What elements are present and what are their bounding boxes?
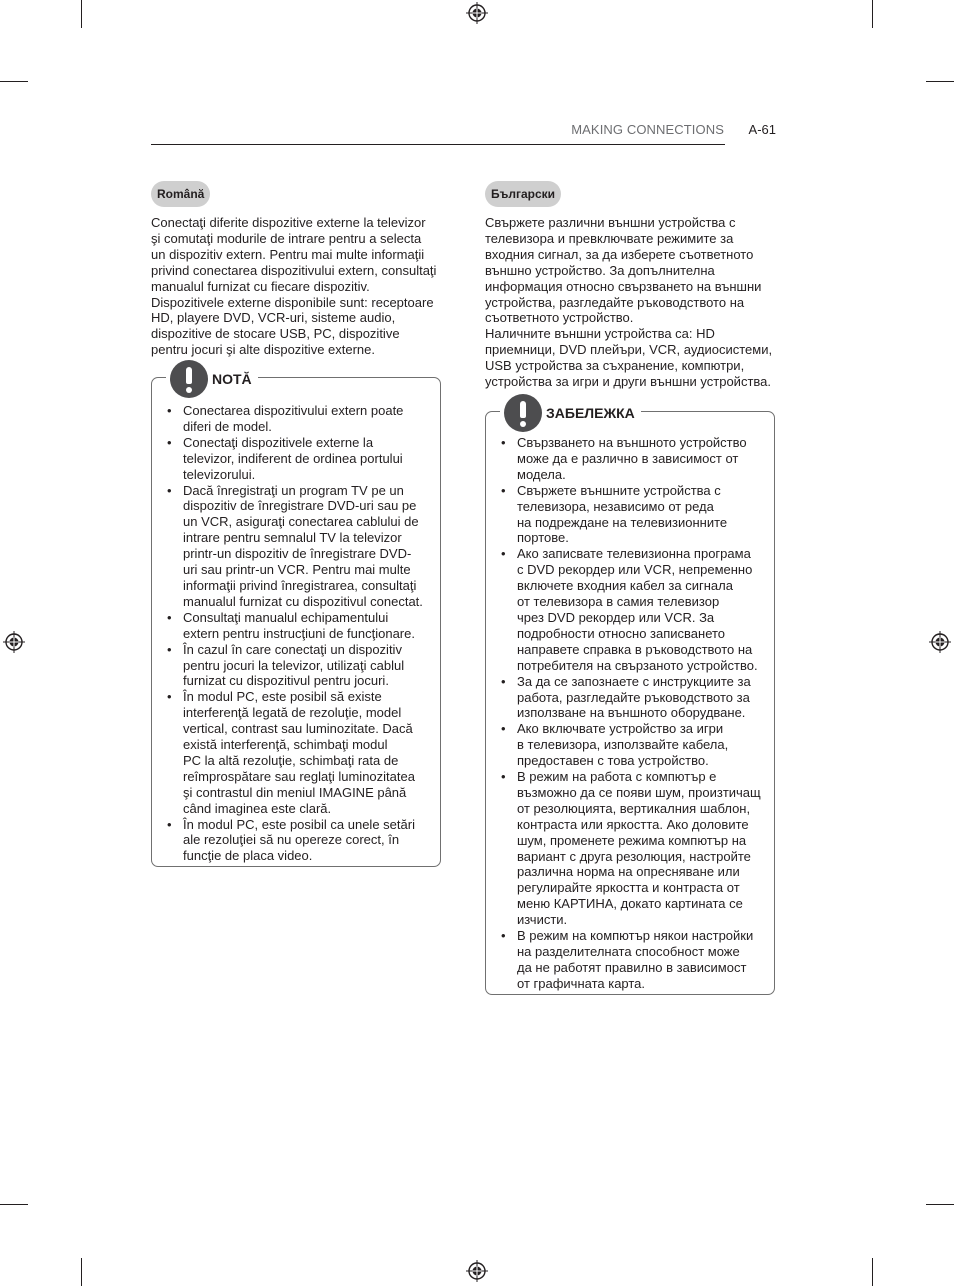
note-list-bulgarian	[486, 435, 774, 992]
bulgarian-column	[485, 181, 776, 390]
note-header	[166, 360, 258, 398]
note-box-bulgarian	[485, 405, 775, 995]
crop-mark	[81, 0, 82, 28]
note-item: • Свържете външните устройства с телевизора, независимо от реда на подреждане на телевизионните портове.	[500, 483, 764, 547]
note-list-romanian	[152, 403, 440, 864]
section-title: MAKING CONNECTIONS	[571, 122, 724, 137]
crop-mark	[0, 1204, 28, 1205]
note-title-bulgarian: ЗАБЕЛЕЖКА	[546, 405, 635, 421]
note-title-romanian: NOTĂ	[212, 371, 252, 387]
romanian-column	[151, 181, 442, 358]
registration-mark-icon	[929, 631, 951, 653]
registration-mark-icon	[3, 631, 25, 653]
note-item: • Conectaţi dispozitivele externe la televizor, indiferent de ordinea portului televizorului.	[166, 435, 430, 483]
exclamation-icon	[504, 394, 542, 432]
crop-mark	[926, 81, 954, 82]
page-header	[151, 122, 776, 146]
note-item: • În cazul în care conectaţi un dispozitiv pentru jocuri la televizor, utilizaţi cablul furnizat cu dispozitivul pentru jocuri.	[166, 642, 430, 690]
note-box-romanian	[151, 371, 441, 867]
registration-mark-icon	[466, 2, 488, 24]
note-item: • Ако включвате устройство за игри в телевизора, използвайте кабела, предоставен с това устройство.	[500, 721, 764, 769]
note-item: • Dacă înregistraţi un program TV pe un dispozitiv de înregistrare DVD-uri sau pe un VCR, asiguraţi conectarea cablului de intrare pentru semnalul TV la televizor printr-un dispozitiv de înregistrare DVD- uri sau printr-un VCR. Pentru mai multe informaţii privind înregistrarea, consultaţi manualul furnizat cu dispozitivul conectat.	[166, 483, 430, 610]
language-label-bulgarian: Български	[485, 181, 561, 207]
note-item: • За да се запознаете с инструкциите за работа, разгледайте ръководството за използване на външното оборудване.	[500, 674, 764, 722]
note-item: • Consultaţi manualul echipamentului extern pentru instrucţiuni de funcţionare.	[166, 610, 430, 642]
note-item: • Свързването на външното устройство може да е различно в зависимост от модела.	[500, 435, 764, 483]
note-item: • Ако записвате телевизионна програма с DVD рекордер или VCR, непременно включете входния кабел за сигнала от телевизора в самия телевизор чрез DVD рекордер или VCR. За подробности относно записването направете справка в ръководството на потребителя на свързаното устройство.	[500, 546, 764, 673]
page-number: A-61	[748, 122, 776, 137]
note-item: • În modul PC, este posibil să existe interferenţă legată de rezoluţie, model vertical, contrast sau luminozitate. Dacă există interferenţă, schimbaţi modul PC la altă rezoluţie, schimbaţi rata de reîmprospătare sau reglaţi luminozitatea şi contrastul din meniul IMAGINE până când imaginea este clară.	[166, 689, 430, 816]
intro-paragraph-bulgarian: Свържете различни външни устройства с телевизора и превключвате режимите за входния сигнал, за да изберете съответното външно устройство. За допълнителна информация относно свързването на външни устройства, разгледайте ръководството на съответното устройство. Наличните външни устройства са: HD приемници, DVD плейъри, VCR, аудиосистеми, USB устройства за съхранение, компютри, устройства за игри и други външни устройства.	[485, 215, 773, 390]
crop-mark	[872, 0, 873, 28]
note-item: • В режим на компютър някои настройки на разделителната способност може да не работят правилно в зависимост от графичната карта.	[500, 928, 764, 992]
exclamation-icon	[170, 360, 208, 398]
crop-mark	[0, 81, 28, 82]
registration-mark-icon	[466, 1260, 488, 1282]
crop-mark	[81, 1258, 82, 1286]
crop-mark	[872, 1258, 873, 1286]
header-rule	[151, 144, 725, 145]
note-item: • В режим на работа с компютър е възможно да се появи шум, произтичащ от резолюцията, вертикалния шаблон, контраста или яркостта. Ако доловите шум, променете режима компютър на вариант с друга резолюция, настройте различна норма на опресняване или регулирайте яркостта и контраста от меню КАРТИНА, докато картината се изчисти.	[500, 769, 764, 928]
language-label-romanian: Română	[151, 181, 210, 207]
note-item: • Conectarea dispozitivului extern poate diferi de model.	[166, 403, 430, 435]
crop-mark	[926, 1204, 954, 1205]
intro-paragraph-romanian: Conectaţi diferite dispozitive externe la televizor şi comutaţi modurile de intrare pentru a selecta un dispozitiv extern. Pentru mai multe informaţii privind conectarea dispozitivului extern, consultaţi manualul furnizat cu fiecare dispozitiv. Dispozitivele externe disponibile sunt: receptoare HD, playere DVD, VCR-uri, sisteme audio, dispozitive de stocare USB, PC, dispozitive pentru jocuri şi alte dispozitive externe.	[151, 215, 437, 358]
note-header	[500, 394, 641, 432]
note-item: • În modul PC, este posibil ca unele setări ale rezoluţiei să nu opereze corect, în funcţie de placa video.	[166, 817, 430, 865]
